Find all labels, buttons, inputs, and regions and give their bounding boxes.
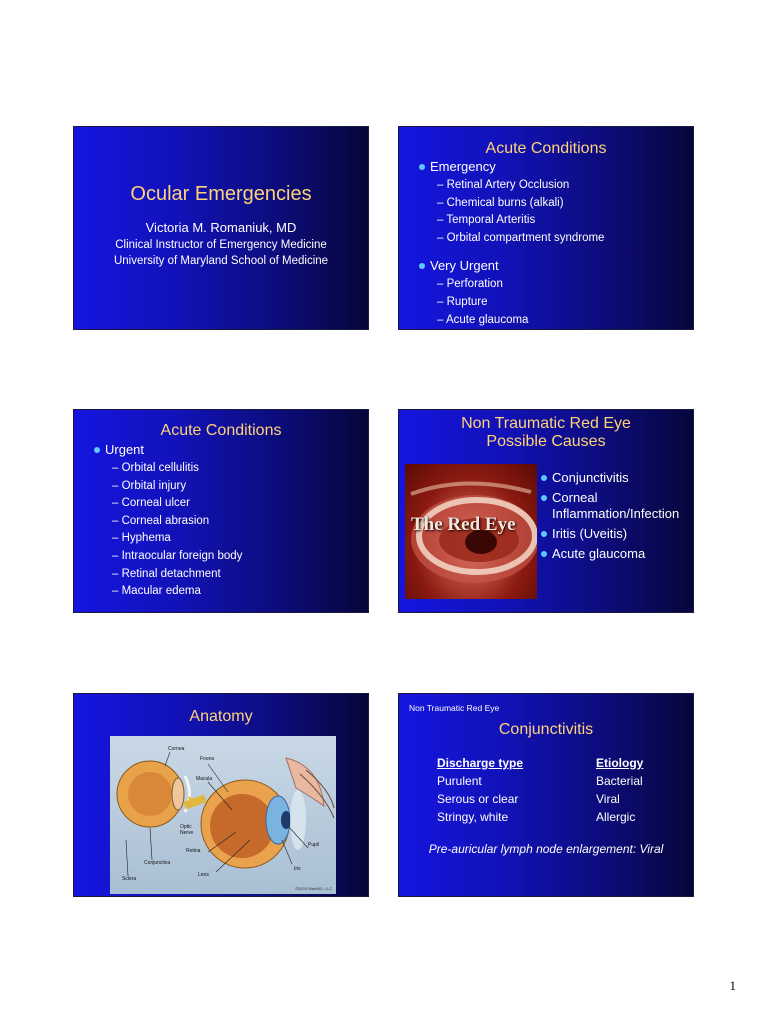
table-cell: Bacterial [596, 774, 643, 788]
label-conjunctiva: Conjunctiva [144, 860, 171, 866]
eye-anatomy-diagram [110, 736, 336, 894]
affiliation-line-1: Clinical Instructor of Emergency Medicine [115, 239, 327, 251]
copyright-text: ©2003 WebMD, LLC [295, 886, 332, 891]
list-item: – Perforation [437, 278, 503, 291]
slide-acute-conditions-2 [73, 409, 369, 613]
anatomy-illustration-icon [110, 736, 336, 894]
slide-heading-line-1: Non Traumatic Red Eye [461, 415, 631, 432]
table-cell: Serous or clear [437, 792, 519, 806]
bullet-dot-icon [541, 551, 547, 557]
table-row [437, 772, 677, 790]
bullet-label: Iritis (Uveitis) [552, 526, 628, 541]
bullet-label: Urgent [105, 442, 145, 457]
red-eye-photo [405, 464, 537, 599]
label-sclera: Sclera [122, 876, 137, 882]
bullet-urgent [94, 442, 368, 458]
slide-red-eye-causes [398, 409, 694, 613]
bullet-dot-icon [541, 475, 547, 481]
bullet-dot-icon [541, 531, 547, 537]
bullet-label: Corneal Inflammation/Infection [552, 490, 680, 521]
list-item: – Retinal Artery Occlusion [437, 179, 570, 191]
list-item: – Orbital cellulitis [112, 462, 199, 474]
list-item: – Corneal abrasion [112, 514, 210, 527]
bullet-label: Conjunctivitis [552, 470, 629, 485]
list-item: – Hyphema [112, 532, 171, 545]
bullet-label: Emergency [430, 159, 496, 174]
photo-caption: The Red Eye [411, 514, 516, 535]
slide-title [73, 126, 369, 330]
slide-anatomy [73, 693, 369, 897]
bullet-dot-icon [419, 164, 425, 170]
slide-heading: Acute Conditions [485, 140, 607, 157]
table-row [437, 790, 677, 808]
table-row [437, 808, 677, 826]
table-cell: Stringy, white [437, 810, 509, 824]
slide-title-heading: Ocular Emergencies [130, 183, 312, 205]
list-item: – Orbital compartment syndrome [437, 231, 605, 244]
label-iris: Iris [294, 866, 301, 872]
slide-heading: Conjunctivitis [498, 721, 594, 738]
column-header: Discharge type [437, 756, 524, 770]
slide-heading-line-2: Possible Causes [486, 433, 606, 450]
bullet-item [541, 526, 691, 542]
slide-conjunctivitis [398, 693, 694, 897]
bullet-label: Acute glaucoma [552, 546, 646, 561]
label-macula: Macula [196, 776, 213, 782]
label-retina: Retina [186, 848, 201, 854]
slide-note: Pre-auricular lymph node enlargement: Viral [428, 842, 664, 856]
list-item: – Corneal ulcer [112, 497, 190, 510]
list-item: – Rupture [437, 295, 488, 308]
list-item: – Macular edema [112, 585, 201, 598]
bullet-label: Very Urgent [430, 258, 499, 274]
table-cell: Viral [596, 792, 620, 806]
bullet-item [541, 490, 691, 522]
table-cell: Purulent [437, 774, 482, 788]
page-number: 1 [729, 978, 736, 993]
affiliation-line-2: University of Maryland School of Medicine [113, 255, 329, 267]
label-fovea: Fovea [200, 756, 214, 762]
label-cornea: Cornea [168, 746, 185, 752]
label-lens: Lens [198, 872, 209, 878]
list-item: – Orbital injury [112, 479, 187, 492]
bullet-item [541, 546, 691, 562]
slide-heading: Acute Conditions [160, 422, 282, 439]
list-item: – Chemical burns (alkali) [437, 196, 564, 209]
discharge-table [437, 754, 677, 826]
bullet-dot-icon [541, 495, 547, 501]
label-pupil: Pupil [308, 842, 320, 848]
list-item: – Retinal detachment [112, 567, 221, 580]
bullet-item [541, 470, 691, 486]
label-optic-nerve: Optic Nerve [180, 824, 194, 836]
table-header-row [437, 754, 677, 772]
bullet-dot-icon [419, 263, 425, 269]
author-name: Victoria M. Romaniuk, MD [145, 220, 297, 235]
slide-kicker: Non Traumatic Red Eye [409, 703, 500, 713]
list-item: – Temporal Arteritis [437, 214, 536, 227]
bullet-emergency [419, 159, 693, 175]
list-item: – Intraocular foreign body [112, 549, 243, 562]
list-item: – Acute glaucoma [437, 313, 529, 326]
table-cell: Allergic [596, 810, 636, 824]
column-header: Etiology [596, 756, 644, 770]
slide-heading: Anatomy [189, 708, 253, 725]
slide-acute-conditions-1 [398, 126, 694, 330]
bullet-dot-icon [94, 447, 100, 453]
bullet-very-urgent [419, 258, 693, 274]
